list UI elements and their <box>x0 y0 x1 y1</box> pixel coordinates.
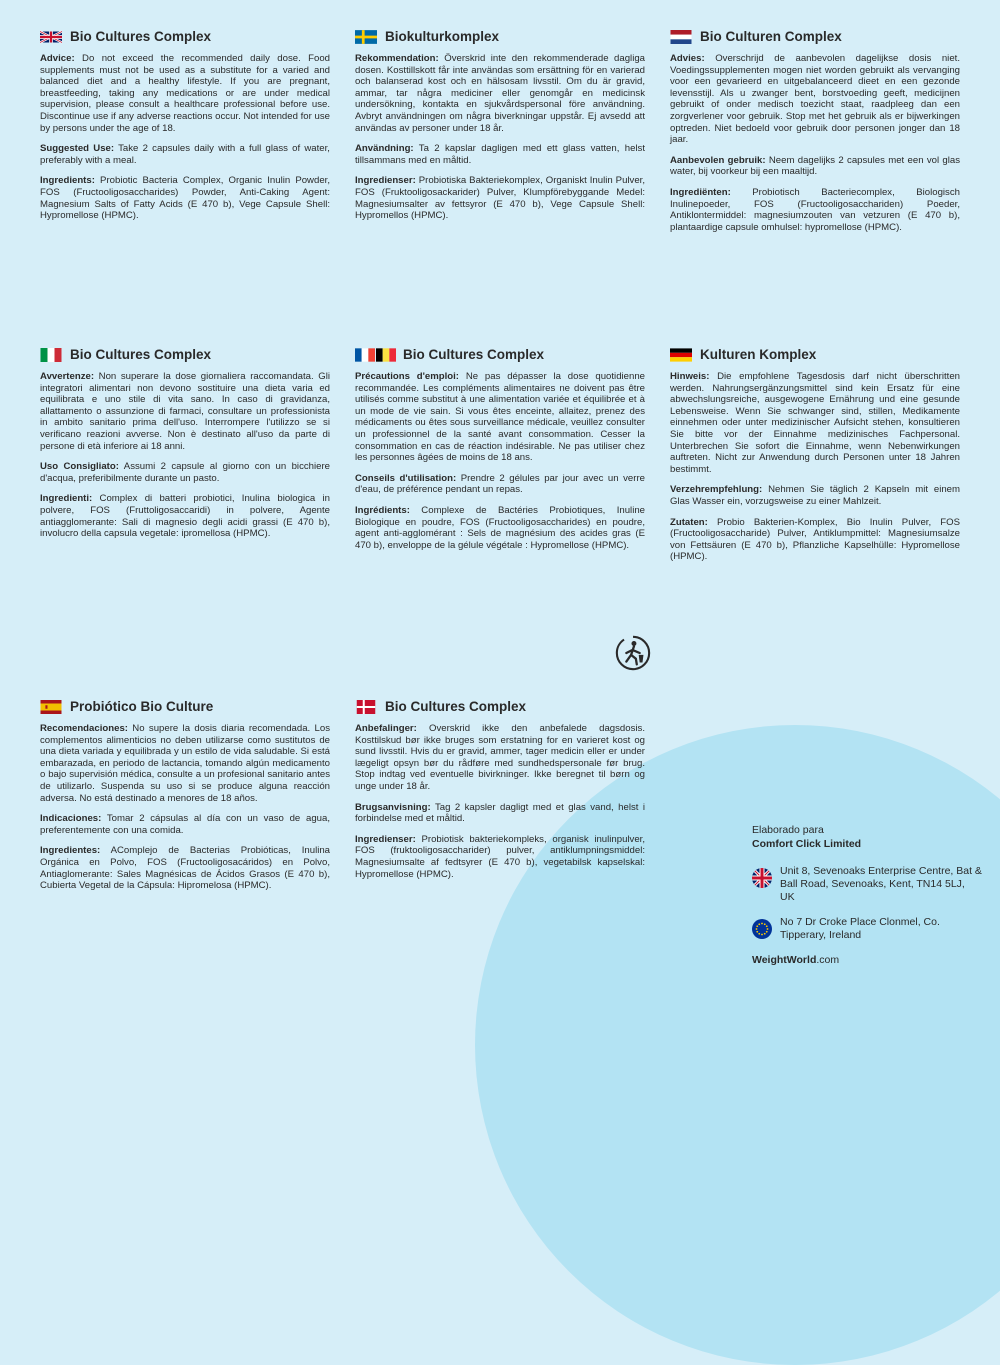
usage-paragraph: Aanbevolen gebruik: Neem dagelijks 2 capsules met een vol glas water, bij voorkeur bij een maaltijd. <box>670 154 961 178</box>
section-sv <box>355 28 645 231</box>
italy-flag-icon <box>40 348 62 362</box>
uk-flag-icon <box>752 868 772 888</box>
ingredients-paragraph: Ingredienti: Complex di batteri probiotici, Inulina biologica in polvere, FOS (Fruttoligosaccaridi) in polvere, Agente antiagglomerante: Sali di magnesio degli acidi grassi (E 470 b), involucro della capsula vegetale: ipromellosa (HPMC). <box>40 493 330 540</box>
company-name: Comfort Click Limited <box>752 838 862 850</box>
advice-paragraph: Advies: Overschrijd de aanbevolen dagelijkse dosis niet. Voedingssupplementen mogen niet worden gebruikt als vervanging voor een gevarieerd en uitgebalanceerd dieet en een gezonde levensstijl. Als u zwanger bent, borstvoeding geeft, medicijnen gebruikt of onder medisch toezicht staat, raadpleeg dan een zorgverlener voor gebruik. Stop met het gebruik als er bijwerkingen optreden. Niet bedoeld voor gebruik door personen jonger dan 18 jaar. <box>670 53 960 146</box>
uk-flag-icon <box>40 30 62 44</box>
germany-flag-icon <box>670 348 692 362</box>
section-title <box>670 346 960 364</box>
section-title-text: Biokulturkomplex <box>385 29 500 44</box>
advice-paragraph: Advice: Do not exceed the recommended daily dose. Food supplements must not be used as a substitute for a varied and balanced diet and a healthy lifestyle. If you are pregnant, breastfeeding, taking any medications or are under medical supervision, please consult a healthcare professional before use. Discontinue use if any adverse reactions occur. Not intended for use by persons under the age of 18. <box>40 53 330 134</box>
section-en <box>40 28 330 231</box>
section-title-text: Bio Cultures Complex <box>385 699 527 714</box>
section-de <box>670 346 960 572</box>
section-nl <box>670 28 960 242</box>
eu-address <box>752 916 982 942</box>
section-es <box>40 698 330 901</box>
spain-flag-icon <box>40 700 62 714</box>
ingredients-paragraph: Zutaten: Probio Bakterien-Komplex, Bio Inulin Pulver, FOS (Fructooligosaccharide) Pulver, Antiklumpmittel: Magnesiumsalze von Fettsäuren (E 470 b), Pflanzliche Kapselhülle: Hypromellose (HPMC). <box>670 516 960 563</box>
section-title <box>355 28 645 46</box>
tidyman-recycle-icon <box>614 634 652 672</box>
section-title-text: Bio Cultures Complex <box>70 347 212 362</box>
manufacturer-info <box>752 824 982 967</box>
eu-flag-icon <box>752 919 772 939</box>
section-title-text: Bio Cultures Complex <box>403 347 545 362</box>
belgium-flag-icon <box>376 348 396 362</box>
section-title-text: Probiótico Bio Culture <box>70 699 214 714</box>
ingredients-paragraph: Ingredienser: Probiotiska Bakteriekomplex, Organiskt Inulin Pulver, FOS (Fruktooligosackarider) Pulver, Klumpförebyggande Medel: Magnesiumsalter av fettsyror (E 470 b), Vege Capsule Shell: Hypromellos (HPMC). <box>355 175 645 222</box>
ingredients-paragraph: Ingrédients: Complexe de Bactéries Probiotiques, Inuline Biologique en poudre, FOS (Fructooligosaccharides) en poudre, agent anti-agglomérant : Sels de magnésium des acides gras (E 470 b), enveloppe de la gélule végétale : Hypromellose (HPMC). <box>355 504 645 551</box>
advice-paragraph: Hinweis: Die empfohlene Tagesdosis darf nicht überschritten werden. Nahrungsergänzungsmittel sind kein Ersatz für eine abwechslungsreiche, ausgewogene Ernährung und eine gesunde Lebensweise. Wenn Sie schwanger sind, stillen, Medikamente einnehmen oder unter medizinischer Aufsicht stehen, konsultieren Sie bitte vor der Einnahme medizinisches Fachpersonal. Unterbrechen Sie sofort die Einnahme, wenn Nebenwirkungen auftreten. Nicht zur Anwendung durch Personen unter 18 Jahren bestimmt. <box>670 371 960 475</box>
section-title <box>40 698 330 716</box>
section-title-text: Bio Cultures Complex <box>70 29 212 44</box>
france-belgium-flags-icon <box>355 348 397 362</box>
section-it <box>40 346 330 549</box>
sweden-flag-icon <box>355 30 377 44</box>
section-title-text: Kulturen Komplex <box>700 347 817 362</box>
netherlands-flag-icon <box>670 30 692 44</box>
section-da <box>355 698 645 889</box>
section-title <box>670 28 960 46</box>
usage-paragraph: Uso Consigliato: Assumi 2 capsule al giorno con un bicchiere d'acqua, preferibilmente durante un pasto. <box>40 461 330 484</box>
usage-paragraph: Conseils d'utilisation: Prendre 2 gélules par jour avec un verre d'eau, de préférence pendant un repas. <box>355 472 645 496</box>
advice-paragraph: Rekommendation: Överskrid inte den rekommenderade dagliga dosen. Kosttillskott får inte användas som ersättning för en varierad och balanserad kost och en hälsosam livsstil. Om du är gravid, ammar, tar några mediciner eller genomgår en medicinsk undersökning, kontakta en sjukvårdspersonal före användning. Avbryt användningen om några biverkningar uppstår. Ej avsedd att användas av personer under 18 år. <box>355 53 645 134</box>
france-flag-icon <box>355 348 375 362</box>
advice-paragraph: Précautions d'emploi: Ne pas dépasser la dose quotidienne recommandée. Les compléments alimentaires ne doivent pas être utilisés comme substitut à une alimentation variée et équilibrée et à un mode de vie sain. Si vous êtes enceinte, allaitez, prenez des médicaments ou êtes sous surveillance médicale, veuillez consulter un professionnel de la santé avant consommation. Cesser la consommation en cas de réaction indésirable. Ne pas utiliser chez les personnes âgées de moins de 18 ans. <box>355 371 645 464</box>
denmark-flag-icon <box>355 700 377 714</box>
advice-paragraph: Avvertenze: Non superare la dose giornaliera raccomandata. Gli integratori alimentari non devono sostituire una dieta varia ed equilibrata e uno stile di vita sano. In caso di gravidanza, allattamento o assunzione di farmaci, consultare un professionista in ambito sanitario prima dell'uso. Interrompere l'utilizzo se si verificano reazioni avverse. Non è destinato all'uso da parte di persone di età inferiore ai 18 anni. <box>40 371 330 452</box>
usage-paragraph: Indicaciones: Tomar 2 cápsulas al día con un vaso de agua, preferentemente con una comida. <box>40 813 330 836</box>
ingredients-paragraph: Ingredienser: Probiotisk bakteriekompleks, organisk inulinpulver, FOS (fruktooligosaccharider) pulver, antiklumpningsmiddel: Magnesiumsalte af fedtsyrer (E 470 b), vegetabilsk kapselskal: Hypromellose (HPMC). <box>355 833 645 880</box>
section-title-text: Bio Culturen Complex <box>700 29 842 44</box>
section-fr <box>355 346 645 560</box>
section-title <box>355 698 645 716</box>
usage-paragraph: Verzehrempfehlung: Nehmen Sie täglich 2 Kapseln mit einem Glas Wasser ein, vorzugsweise zu einer Mahlzeit. <box>670 484 960 507</box>
usage-paragraph: Brugsanvisning: Tag 2 kapsler dagligt med et glas vand, helst i forbindelse med et måltid. <box>355 801 645 825</box>
advice-paragraph: Recomendaciones: No supere la dosis diaria recomendada. Los complementos alimenticios no deben utilizarse como sustitutos de una dieta variada y equilibrada y un estilo de vida saludable. Si está embarazada, en periodo de lactancia, tomando algún medicamento o bajo supervisión médica, consulte a un profesional sanitario antes de utilizarlo. Suspenda su uso si se produce alguna reacción adversa. No está destinado a menores de 18 años. <box>40 723 330 804</box>
section-title <box>355 346 645 364</box>
advice-paragraph: Anbefalinger: Overskrid ikke den anbefalede dagsdosis. Kosttilskud bør ikke bruges som erstatning for en varieret kost og sund livsstil. Hvis du er gravid, ammer, tager medicin eller er under lægeligt opsyn bør du rådføre med sundhedspersonale før brug. Stop indtag ved eventuelle bivirkninger. Ikke beregnet til børn og unge under 18 år. <box>355 723 645 792</box>
uk-address <box>752 865 982 904</box>
ingredients-paragraph: Ingredients: Probiotic Bacteria Complex, Organic Inulin Powder, FOS (Fructooligosaccharides) Powder, Anti-Caking Agent: Magnesium Salts of Fatty Acids (E 470 b), Vege Capsule Shell: Hypromellose (HPMC). <box>40 175 330 222</box>
usage-paragraph: Användning: Ta 2 kapslar dagligen med ett glass vatten, helst tillsammans med en måltid. <box>355 143 645 166</box>
section-title <box>40 346 330 364</box>
section-title <box>40 28 330 46</box>
prepared-for-label: Elaborado para <box>752 824 824 836</box>
uk-address-text: Unit 8, Sevenoaks Enterprise Centre, Bat & Ball Road, Sevenoaks, Kent, TN14 5LJ, UK <box>780 865 982 903</box>
eu-address-text: No 7 Dr Croke Place Clonmel, Co. Tipperary, Ireland <box>780 916 940 941</box>
usage-paragraph: Suggested Use: Take 2 capsules daily with a full glass of water, preferably with a meal. <box>40 143 330 166</box>
ingredients-paragraph: Ingredientes: AComplejo de Bacterias Probióticas, Inulina Orgánica en Polvo, FOS (Fructooligosacáridos) en Polvo, Antiaglomerante: Sales Magnésicas de Ácidos Grasos (E 470 b), Cubierta Vegetal de la Cápsula: Hipromelosa (HPMC). <box>40 845 330 892</box>
website: WeightWorld.com <box>752 954 840 966</box>
ingredients-paragraph: Ingrediënten: Probiotisch Bacteriecomplex, Biologisch Inulinepoeder, FOS (Fructooligosacchariden) Poeder, Antiklontermiddel: magnesiumzouten van vetzuren (E 470 b), plantaardige capsule omhulsel: hypromellose (HPMC). <box>670 186 960 233</box>
